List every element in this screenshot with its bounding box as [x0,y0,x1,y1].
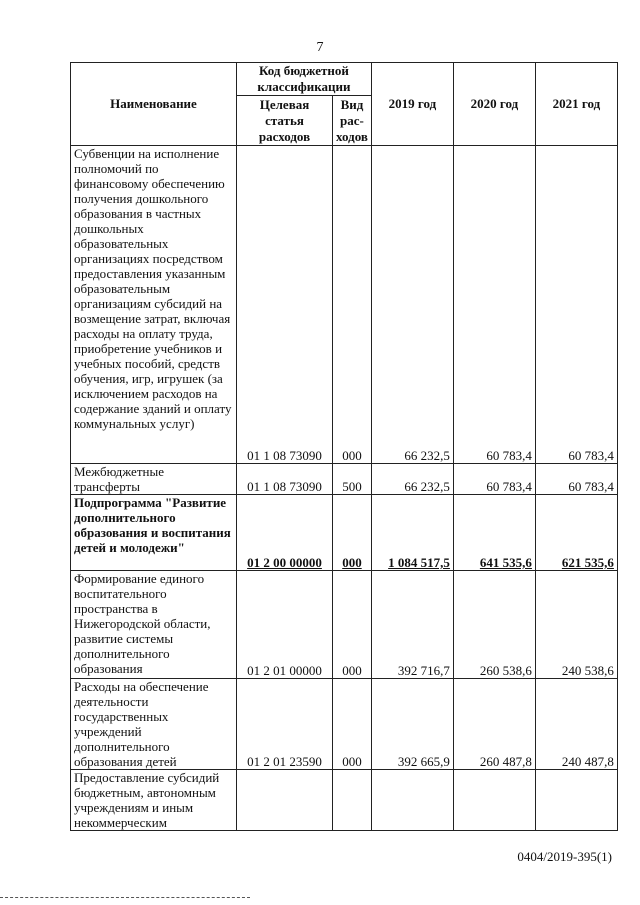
cell-target-article: 01 2 01 00000 [237,571,333,679]
cell-expense-type: 000 [333,571,372,679]
cell-2021: 240 487,8 [535,679,617,770]
cell-2019: 1 084 517,5 [371,495,453,571]
header-name: Наименование [71,63,237,146]
cell-2021: 621 535,6 [535,495,617,571]
budget-table [70,62,618,831]
header-target-article: Целевая статья расходов [237,96,333,146]
cell-2021: 60 783,4 [535,146,617,464]
header-2020: 2020 год [453,63,535,146]
table-row [71,464,618,495]
scan-edge-line [0,897,250,898]
cell-target-article: 01 2 00 00000 [237,495,333,571]
cell-expense-type: 000 [333,146,372,464]
cell-name: Предоставление субсидий бюджетным, автономным учреждениям и иным некоммерческим [71,770,237,831]
cell-name: Подпрограмма "Развитие дополнительного образования и воспитания детей и молодежи" [71,495,237,571]
table-row [71,770,618,831]
cell-2020: 260 487,8 [453,679,535,770]
cell-2019: 66 232,5 [371,146,453,464]
cell-2021 [535,770,617,831]
cell-2021: 240 538,6 [535,571,617,679]
header-budget-code: Код бюджетной классификации [237,63,372,96]
cell-2019: 392 716,7 [371,571,453,679]
cell-target-article [237,770,333,831]
cell-expense-type: 000 [333,495,372,571]
table-body [71,146,618,831]
cell-target-article: 01 2 01 23590 [237,679,333,770]
table-row [71,495,618,571]
cell-name: Формирование единого воспитательного пространства в Нижегородской области, развитие системы дополнительного образования [71,571,237,679]
header-2021: 2021 год [535,63,617,146]
cell-2020: 260 538,6 [453,571,535,679]
table-row [71,679,618,770]
header-expense-type: Вид рас- ходов [333,96,372,146]
cell-2020: 60 783,4 [453,146,535,464]
cell-expense-type: 500 [333,464,372,495]
cell-2020 [453,770,535,831]
cell-2019 [371,770,453,831]
cell-expense-type: 000 [333,679,372,770]
cell-2021: 60 783,4 [535,464,617,495]
cell-2020: 641 535,6 [453,495,535,571]
cell-2020: 60 783,4 [453,464,535,495]
cell-expense-type [333,770,372,831]
cell-target-article: 01 1 08 73090 [237,464,333,495]
cell-2019: 392 665,9 [371,679,453,770]
table-row [71,146,618,464]
cell-name: Субвенции на исполнение полномочий по финансовому обеспечению получения дошкольного образования в частных дошкольных образовательных организациях посредством предоставления указанным образовательным организациям субсидий на возмещение затрат, включая расходы на оплату труда, приобретение учебников и учебных пособий, средств обучения, игр, игрушек (за исключением расходов на содержание зданий и оплату коммунальных услуг) [71,146,237,464]
table-row [71,571,618,679]
cell-target-article: 01 1 08 73090 [237,146,333,464]
cell-name: Расходы на обеспечение деятельности государственных учреждений дополнительного образования детей [71,679,237,770]
document-code: 0404/2019-395(1) [517,849,612,864]
header-2019: 2019 год [371,63,453,146]
cell-name: Межбюджетные трансферты [71,464,237,495]
cell-2019: 66 232,5 [371,464,453,495]
page-number: 7 [316,40,324,55]
